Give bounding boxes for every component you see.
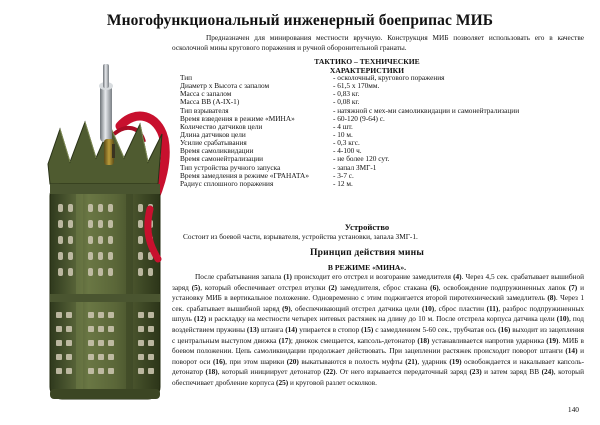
spec-row: Время самоликвидации - 4-100 ч.	[180, 146, 362, 156]
page-title: Многофункциональный инженерный боеприпас МИБ	[106, 12, 494, 29]
body-text: . МИБ в боевом положении. Цепь самоликвидации продолжает действовать. При зацеплении растяжек происходит поворот штанги	[172, 335, 584, 356]
device-heading: Устройство	[344, 222, 390, 232]
body-text: и круговой разлет осколков.	[288, 377, 377, 387]
body-text: После срабатывания запала	[195, 272, 284, 281]
spec-row: Усилие срабатывания - 0,3 кгс.	[180, 138, 360, 148]
part-reference: (8)	[547, 293, 556, 303]
body-text: . Через 4,5 сек. срабатывает вышибной заряд	[172, 272, 584, 292]
part-reference: (17)	[278, 335, 291, 345]
body-text: с замедлением 5-60 сек., трубчатая ось	[373, 324, 499, 334]
body-text: , при этом шарики	[225, 356, 287, 366]
part-reference: (21)	[405, 356, 418, 366]
body-text: , под воздействием пружины	[172, 314, 584, 334]
spec-row: Время замедления в режиме «ГРАНАТА» - 3-7 с.	[180, 170, 354, 180]
body-text: ; движок смещается, капсоль-детонатор	[290, 335, 418, 345]
body-text: штанга	[259, 324, 286, 334]
body-text: замедлителя, сброс стакана	[336, 282, 431, 292]
body-text: устанавливается напротив ударника	[429, 335, 547, 345]
body-text: выкатываются в полость муфты	[298, 356, 406, 366]
body-text: , обеспечивающий отстрел датчика цели	[290, 303, 423, 313]
operation-paragraph	[172, 272, 584, 389]
page-number: 140	[567, 405, 579, 414]
part-reference: (16)	[498, 324, 511, 334]
part-reference: (13)	[246, 324, 260, 334]
principle-heading: Принцип действия мины	[309, 247, 425, 258]
part-reference: (19)	[449, 356, 462, 366]
part-reference: (18)	[417, 335, 430, 345]
intro-paragraph: Предназначен для минирования местности вручную. Конструкция МИБ позволяет использовать его в качестве осколочной мины кругового поражения и ручной оборонительной гранаты.	[172, 33, 584, 52]
part-reference: (20)	[286, 356, 299, 366]
device-text: Состоит из боевой части, взрывателя, устройства установки, запала ЗМГ-1.	[183, 232, 418, 241]
body-text: , ударник	[417, 356, 450, 366]
body-text: и поворот оси	[172, 346, 584, 366]
spec-row: Тип - осколочный, кругового поражения	[180, 73, 445, 82]
specs-table	[180, 74, 590, 188]
spec-row: Количество датчиков цели - 4 шт.	[180, 121, 353, 131]
spec-row: Длина датчиков цели - 10 м.	[180, 129, 353, 139]
mode-heading: В РЕЖИМЕ «МИНА».	[327, 263, 407, 272]
spec-row: Время взведения в режиме «МИНА» - 60-120 (9-64) с.	[180, 113, 385, 123]
part-reference: (2)	[328, 282, 337, 292]
part-reference: (5)	[191, 282, 201, 292]
part-reference: (22)	[323, 367, 336, 377]
body-text: . От него взрывается передаточный заряд	[335, 367, 470, 377]
spec-row: Масса ВВ (А-IX-1) - 0,08 кг.	[180, 97, 360, 107]
specs-heading: ТАКТИКО – ТЕХНИЧЕСКИЕ ХАРАКТЕРИСТИКИ	[314, 57, 420, 76]
part-reference: (11)	[486, 303, 499, 313]
spec-row: Время самонейтрализации - не более 120 сут.	[180, 154, 390, 164]
body-text: , который обеспечивает дробление корпуса	[172, 367, 584, 387]
body-text: выходит из зацепления с центральным выступом движка	[172, 324, 585, 345]
part-reference: (19)	[546, 335, 559, 345]
body-text: , сброс пластин	[434, 303, 487, 313]
mine-body	[50, 184, 160, 399]
part-reference: (18)	[205, 367, 218, 377]
part-reference: (14)	[565, 346, 578, 356]
fuze-stem	[100, 84, 112, 142]
body-text: , освобождение подпружиненных лапок	[438, 282, 569, 292]
part-reference: (4)	[453, 272, 462, 281]
spec-row: Тип взрывателя - натяжной с мех-ми самоликвидации и самонейтрализации	[180, 105, 520, 115]
body-text: освобождается и накалывает капсоль-детонатор	[172, 356, 585, 377]
spec-row: Радиус сплошного поражения - 12 м.	[180, 178, 353, 188]
body-text: и затем заряд ВВ	[481, 367, 542, 377]
body-text: происходит его отстрел и возгорание замедлителя	[291, 272, 454, 281]
part-reference: (25)	[276, 377, 289, 387]
part-reference: (10)	[556, 314, 569, 324]
part-reference: (14)	[285, 324, 298, 334]
part-reference: (12)	[193, 314, 207, 324]
body-text: и установку МИБ в вертикальное положение. Одновременно с этим поджигается второй пиротехнический замедлитель	[172, 282, 584, 303]
part-reference: (24)	[541, 367, 554, 377]
spec-row: Тип устройства ручного запуска - запал ЗМГ-1	[180, 162, 377, 172]
body-text: упирается в стопор	[297, 324, 362, 334]
part-reference: (7)	[568, 282, 578, 292]
mine-photo	[40, 34, 175, 419]
body-text: . Через 1 сек. срабатывает вышибной заряд	[172, 293, 585, 313]
spec-row: Диаметр х Высота с запалом - 61,5 х 170мм.	[180, 81, 380, 91]
part-reference: (15)	[361, 324, 374, 334]
part-reference: (1)	[283, 272, 292, 281]
body-text: , разброс подпружиненных шпуль	[172, 303, 585, 324]
part-reference: (16)	[212, 356, 226, 366]
part-reference: (9)	[282, 303, 291, 313]
body-text: и раскладку на местности четырех нитевых растяжек на длину до 10 м. После отстрела корпуса датчика цели	[206, 314, 557, 324]
part-reference: (23)	[469, 367, 482, 377]
spec-row: Масса с запалом - 0,83 кг.	[180, 89, 360, 99]
part-reference: (6)	[430, 282, 439, 292]
part-reference: (10)	[422, 303, 435, 313]
body-text: , который инициирует детонатор	[217, 367, 324, 377]
body-text: , который обеспечивает отстрел втулки	[200, 282, 329, 292]
